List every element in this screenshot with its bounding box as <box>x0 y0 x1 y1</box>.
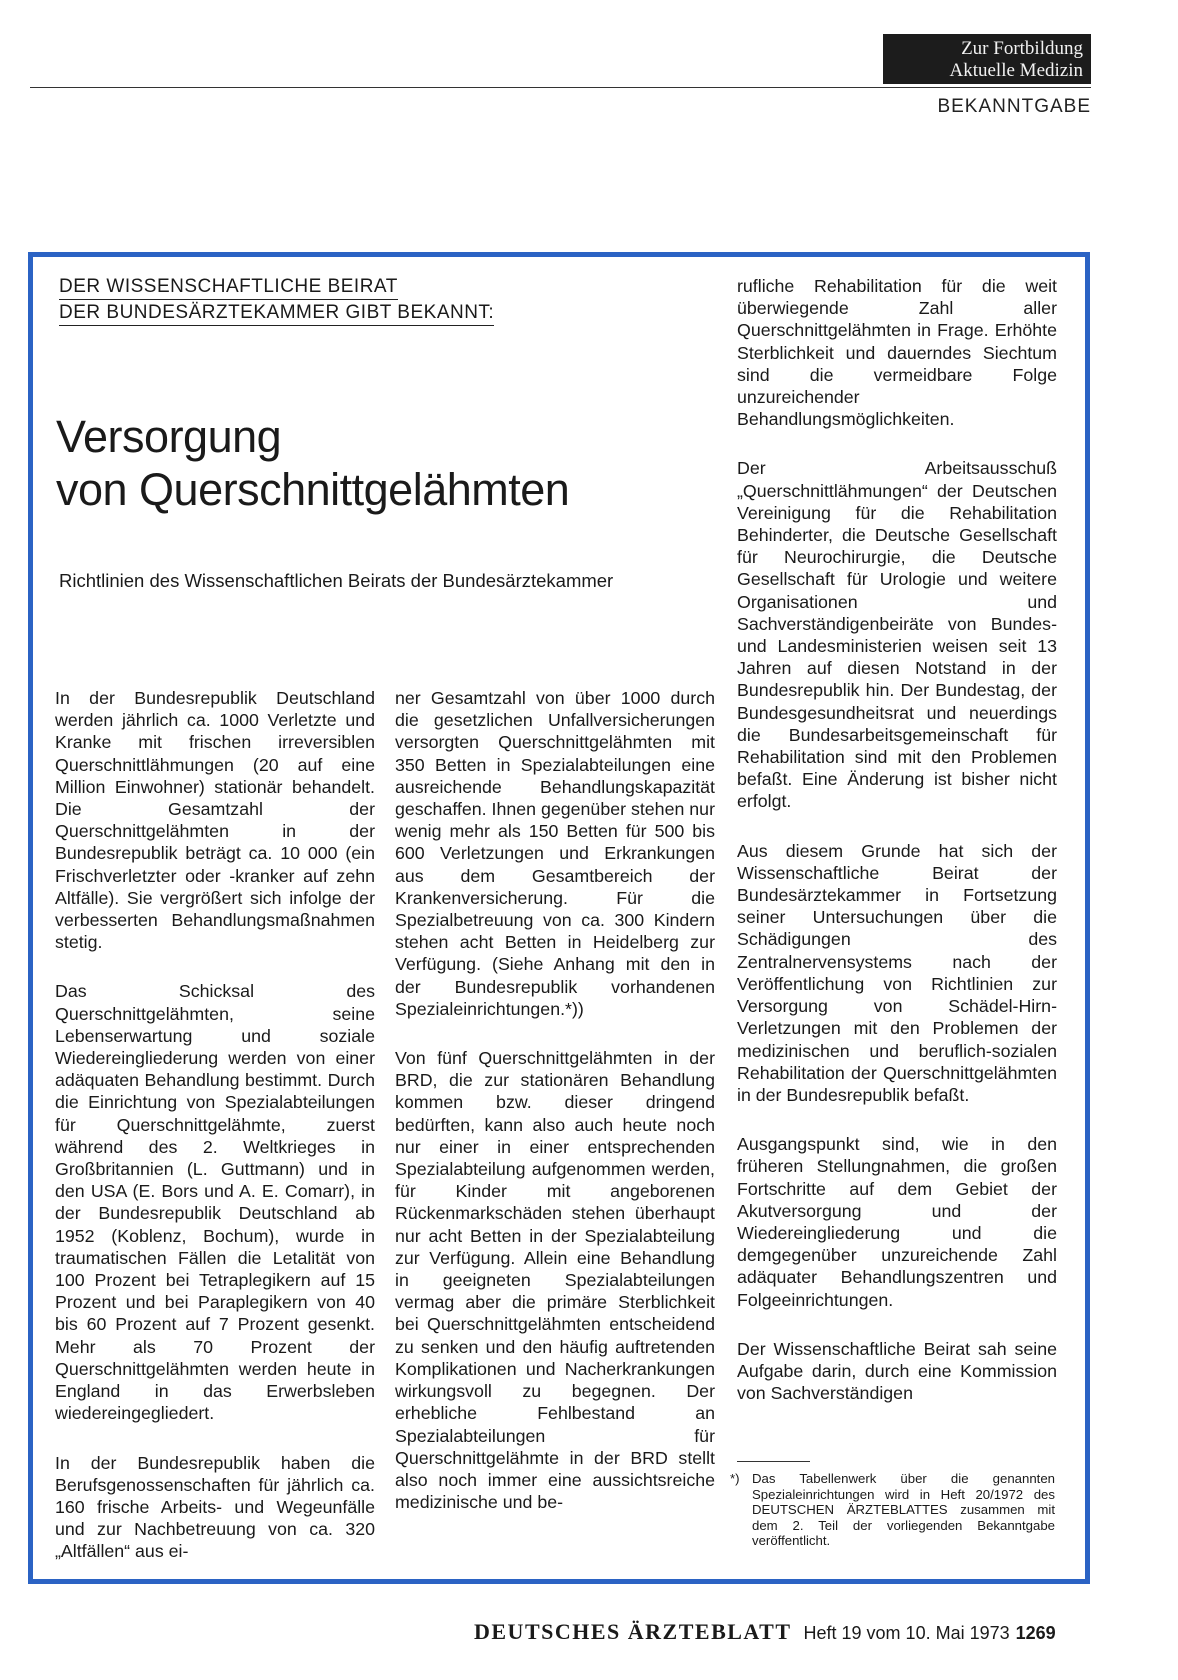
paragraph: Das Schicksal des Querschnittgelähmten, seine Lebenserwartung und soziale Wiedereingliederung werden von einer adäquaten Behandlung bestimmt. Durch die Einrichtung von Spezialabteilungen für Querschnittgelähmte, zuerst während des 2. Weltkrieges in Großbritannien (L. Guttmann) und in den USA (E. Bors und A. E. Comarr), in der Bundesrepublik Deutschland ab 1952 (Koblenz, Bochum), wurde in traumatischen Fällen die Letalität von 100 Prozent bei Tetraplegikern auf 15 Prozent und bei Paraplegikern von 40 bis 60 Prozent auf 7 Prozent gesenkt. Mehr als 70 Prozent der Querschnittgelähmten werden heute in England in das Erwerbsleben wiedereingegliedert. <box>55 981 375 1424</box>
paragraph: Aus diesem Grunde hat sich der Wissenschaftliche Beirat der Bundesärztekammer in Fortsetzung seiner Untersuchungen über die Schädigungen des Zentralnervensystems nach der Veröffentlichung von Richtlinien zur Versorgung von Schädel-Hirn-Verletzungen mit den Problemen der medizinischen und beruflich-sozialen Rehabilitation der Querschnittgelähmten in der Bundesrepublik befaßt. <box>737 840 1057 1105</box>
badge-line-1: Zur Fortbildung <box>961 38 1083 59</box>
section-badge <box>883 34 1091 84</box>
text-column-1 <box>55 687 375 1590</box>
footnote <box>730 1471 1055 1549</box>
page-footer <box>474 1619 1056 1645</box>
paragraph: In der Bundesrepublik Deutschland werden jährlich ca. 1000 Verletzte und Kranke mit frischen irreversiblen Querschnittlähmungen (20 auf eine Million Einwohner) stationär behandelt. Die Gesamtzahl der Querschnittgelähmten in der Bundesrepublik beträgt ca. 10 000 (ein Frischverletzter oder -kranker auf zehn Altfälle). Sie vergrößert sich infolge der verbesserten Behandlungsmaßnahmen stetig. <box>55 688 375 953</box>
page-number: 1269 <box>1015 1623 1056 1643</box>
paragraph: Von fünf Querschnittgelähmten in der BRD, die zur stationären Behandlung kommen bzw. dieser dringend bedürften, kann also auch heute noch nur einer in einer entsprechenden Spezialabteilung aufgenommen werden, für Kinder mit angeborenen Rückenmarkschäden stehen überhaupt nur acht Betten in der Spezialabteilung zur Verfügung. Allein eine Behandlung in geeigneten Spezialabteilungen vermag aber die primäre Sterblichkeit bei Querschnittgelähmten entscheidend zu senken und den häufig auftretenden Komplikationen und Nacherkrankungen wirkungsvoll zu begegnen. Der erhebliche Fehlbestand an Spezialabteilungen für Querschnittgelähmte in der BRD stellt also noch immer eine aussichtsreiche medizinische und be- <box>395 1048 715 1513</box>
footnote-mark: *) <box>730 1471 740 1486</box>
text-column-2 <box>395 687 715 1540</box>
top-rule <box>30 87 1091 88</box>
article-header <box>59 276 539 328</box>
paragraph: In der Bundesrepublik haben die Berufsgenossenschaften für jährlich ca. 160 frische Arbeits- und Wegeunfälle und zur Nachbetreuung von ca. 320 „Altfällen“ aus ei- <box>55 1452 375 1562</box>
paragraph: Der Arbeitsausschuß „Querschnittlähmungen“ der Deutschen Vereinigung für die Rehabilitation Behinderter, die Deutsche Gesellschaft für Neurochirurgie, die Deutsche Gesellschaft für Urologie und weitere Organisationen und Sachverständigenbeiräte von Bundes- und Landesministerien weisen seit 13 Jahren auf diesen Notstand in der Bundesrepublik hin. Der Bundestag, der Bundesgesundheitsrat und neuerdings die Bundesarbeitsgemeinschaft für Rehabilitation sind mit den Problemen befaßt. Eine Änderung ist bisher nicht erfolgt. <box>737 458 1057 812</box>
title-line-1: Versorgung <box>56 411 282 462</box>
issue-info: Heft 19 vom 10. Mai 1973 <box>803 1623 1010 1643</box>
journal-name: DEUTSCHES ÄRZTEBLATT <box>474 1619 792 1644</box>
footnote-rule <box>737 1461 810 1462</box>
header-line-2: DER BUNDESÄRZTEKAMMER GIBT BEKANNT: <box>59 302 494 326</box>
badge-line-2: Aktuelle Medizin <box>949 60 1083 81</box>
paragraph: ner Gesamtzahl von über 1000 durch die gesetzlichen Unfallversicherungen versorgten Querschnittgelähmten mit 350 Betten in Spezialabteilungen eine ausreichende Behandlungskapazität geschaffen. Ihnen gegenüber stehen nur wenig mehr als 150 Betten für 500 bis 600 Verletzungen und Erkrankungen aus dem Gesamtbereich der Krankenversicherung. Für die Spezialbetreuung von ca. 300 Kindern stehen acht Betten in Heidelberg zur Verfügung. (Siehe Anhang mit den in der Bundesrepublik vorhandenen Spezialeinrichtungen.*)) <box>395 688 715 1019</box>
title-line-2: von Querschnittgelähmten <box>56 464 570 515</box>
header-line-1: DER WISSENSCHAFTLICHE BEIRAT <box>59 276 398 300</box>
article-subtitle: Richtlinien des Wissenschaftlichen Beirats der Bundesärztekammer <box>59 570 614 591</box>
paragraph: Der Wissenschaftliche Beirat sah seine Aufgabe darin, durch eine Kommission von Sachverständigen <box>737 1338 1057 1404</box>
paragraph: Ausgangspunkt sind, wie in den früheren Stellungnahmen, die großen Fortschritte auf dem Gebiet der Akutversorgung und der Wiedereingliederung und die demgegenüber unzureichende Zahl adäquater Behandlungszentren und Folgeeinrichtungen. <box>737 1134 1057 1310</box>
section-label: BEKANNTGABE <box>937 96 1091 117</box>
article-title <box>56 410 696 516</box>
paragraph: rufliche Rehabilitation für die weit überwiegende Zahl aller Querschnittgelähmten in Frage. Erhöhte Sterblichkeit und dauerndes Siechtum sind die vermeidbare Folge unzureichender Behandlungsmöglichkeiten. <box>737 276 1057 430</box>
footnote-text: Das Tabellenwerk über die genannten Spezialeinrichtungen wird in Heft 20/1972 des DEUTSCHEN ÄRZTEBLATTES zusammen mit dem 2. Teil der vorliegenden Bekanntgabe veröffentlicht. <box>752 1471 1055 1548</box>
text-column-3 <box>737 275 1057 1431</box>
